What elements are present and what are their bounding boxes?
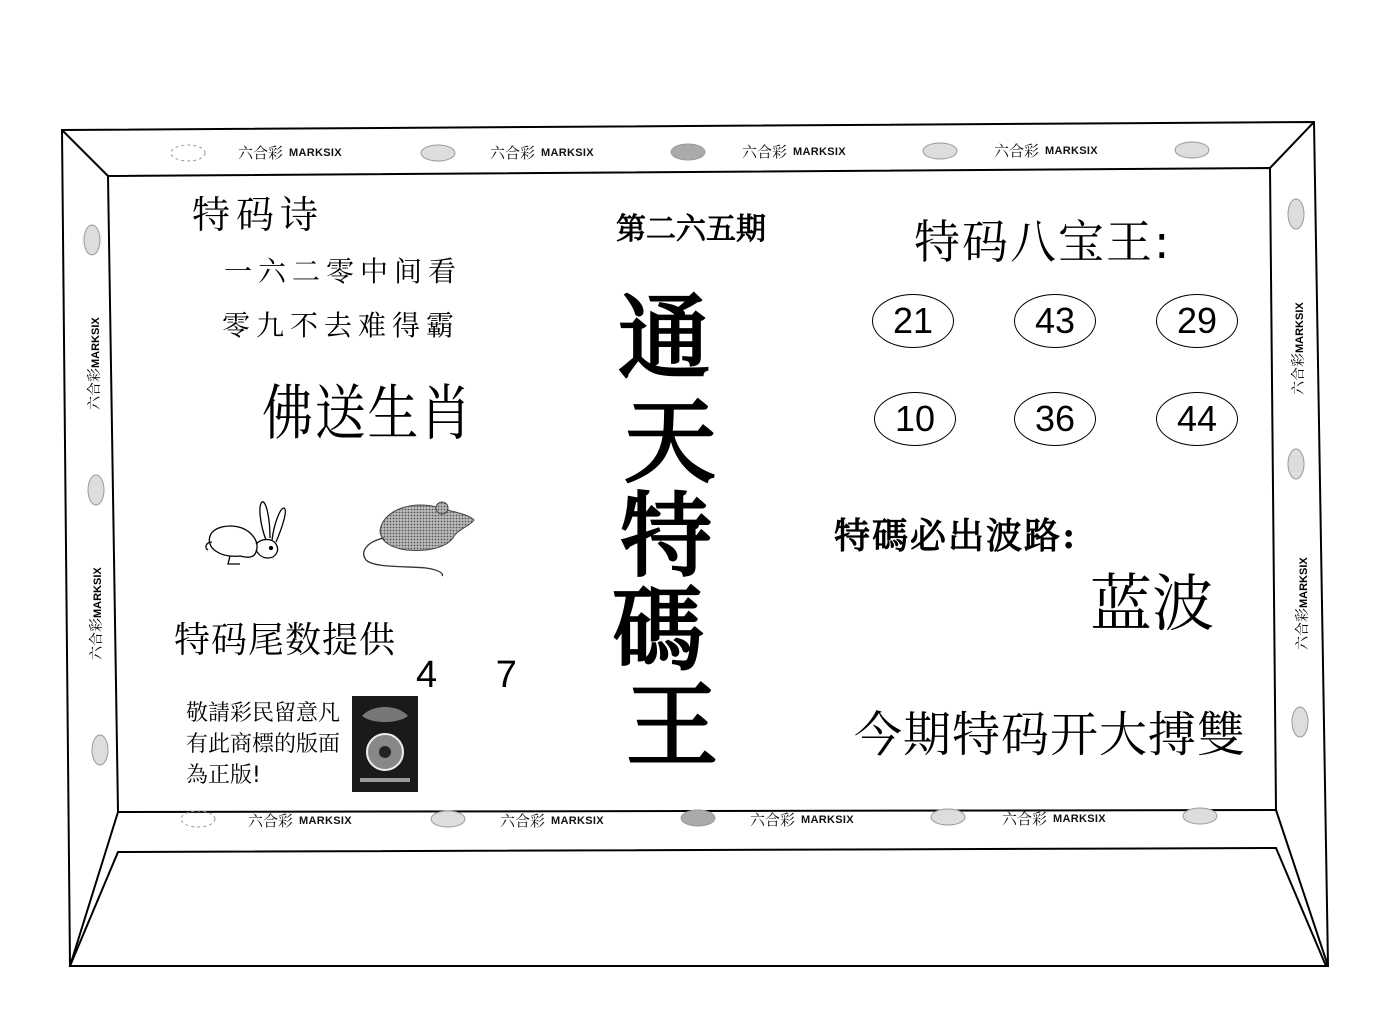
rat-icon: [356, 496, 480, 580]
issue-number: 第二六五期: [616, 212, 766, 247]
watermark-cn: 六合彩: [248, 813, 294, 830]
watermark-cn: 六合彩: [994, 143, 1040, 160]
watermark-cn: 六合彩: [500, 813, 546, 830]
rabbit-icon: [200, 498, 290, 570]
number-ball: 43: [1014, 294, 1096, 348]
watermark-left-1: 六合彩MARKSIX: [86, 317, 102, 410]
zodiac-gift-title: 佛送生肖: [262, 379, 473, 449]
headline-char-4: 碼: [612, 576, 705, 684]
eight-treasure-title: 特码八宝王:: [914, 215, 1172, 269]
number-ball: 21: [872, 294, 954, 348]
poem-title: 特码诗: [192, 193, 325, 237]
watermark-top-4: [994, 140, 1098, 161]
tail-number-label: 特码尾数提供: [174, 620, 397, 661]
tail-number-digits: 4 7: [416, 654, 541, 696]
authenticity-notice: 敬請彩民留意凡有此商標的版面為正版!: [186, 701, 341, 788]
watermark-en: MARKSIX: [1045, 144, 1098, 157]
headline-char-2: 天: [624, 388, 717, 496]
headline-char-1: 通: [618, 284, 711, 392]
watermark-bottom-4: [1002, 808, 1106, 829]
watermark-en: MARKSIX: [289, 146, 342, 159]
watermark-en: MARKSIX: [793, 145, 846, 158]
number-ball: 36: [1014, 392, 1096, 446]
watermark-right-1: 六合彩MARKSIX: [1290, 302, 1306, 395]
wave-value: 蓝波: [1090, 567, 1215, 640]
headline-char-3: 特: [620, 482, 713, 590]
poem-line-2: 零九不去难得霸: [222, 309, 461, 342]
headline-char-5: 王: [626, 672, 719, 780]
watermark-top-1: [238, 142, 342, 163]
slogan: 今期特码开大搏雙: [854, 707, 1247, 763]
watermark-en: MARKSIX: [801, 813, 854, 826]
number-ball: 10: [874, 392, 956, 446]
watermark-cn: 六合彩: [490, 145, 536, 162]
watermark-en: MARKSIX: [1053, 812, 1106, 825]
watermark-bottom-3: [750, 809, 854, 830]
watermark-cn: 六合彩: [742, 144, 788, 161]
watermark-cn: 六合彩: [750, 812, 796, 829]
poem-line-1: 一六二零中间看: [224, 255, 463, 288]
watermark-cn: 六合彩: [1002, 811, 1048, 828]
wave-label: 特碼必出波路:: [834, 515, 1078, 557]
number-ball: 44: [1156, 392, 1238, 446]
watermark-top-2: [490, 142, 594, 163]
watermark-en: MARKSIX: [551, 814, 604, 827]
watermark-en: MARKSIX: [299, 814, 352, 827]
watermark-bottom-2: [500, 810, 604, 831]
logo-stamp: [352, 696, 418, 792]
watermark-top-3: [742, 141, 846, 162]
watermark-left-2: 六合彩MARKSIX: [88, 567, 104, 660]
watermark-bottom-1: [248, 810, 352, 831]
number-ball: 29: [1156, 294, 1238, 348]
watermark-cn: 六合彩: [238, 145, 284, 162]
watermark-right-2: 六合彩MARKSIX: [1294, 557, 1310, 650]
watermark-en: MARKSIX: [541, 146, 594, 159]
